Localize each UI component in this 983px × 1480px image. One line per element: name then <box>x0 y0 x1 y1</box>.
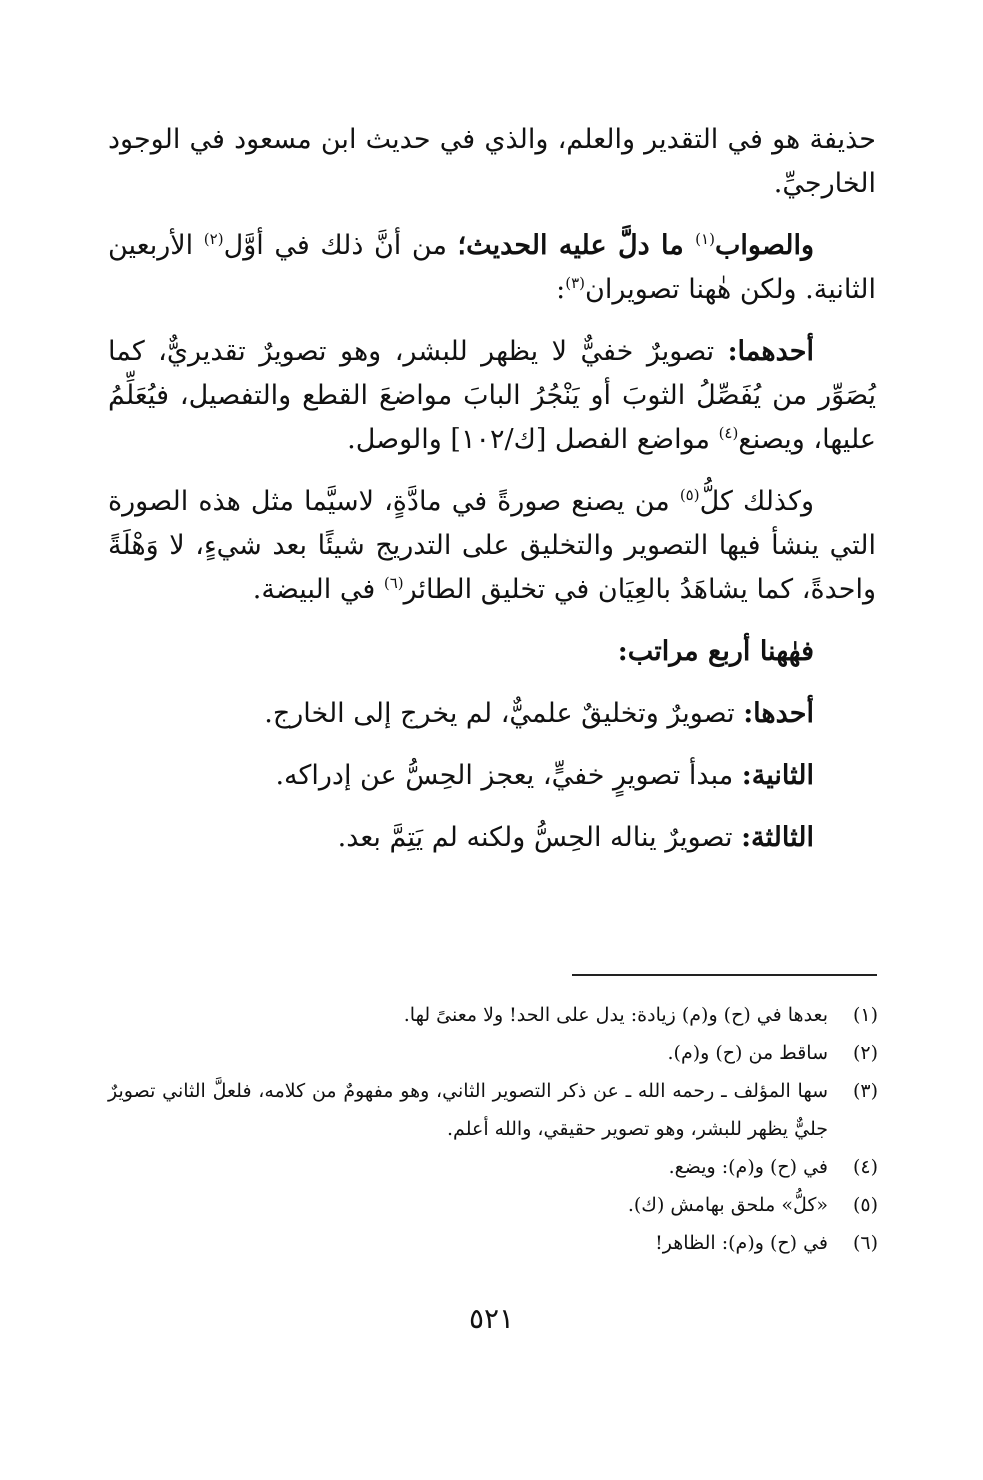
paragraph-3-text-b: من يصنع صورةً في مادَّةٍ، لاسيَّما مثل هذه الصورة التي ينشأ فيها التصوير والتخليق على التدريج شيئًا بعد شيءٍ، لا وَهْلَةً واحدةً، كما يشاهَدُ بالعِيَان في تخليق الطائر <box>108 486 876 605</box>
paragraph-2-text-a: تصويرٌ خفيٌّ لا يظهر للبشر، وهو تصويرٌ تقديريٌّ، كما يُصَوِّر من يُفَصِّلُ الثوبَ أو يَنْجُرُ البابَ مواضعَ القطع والتفصيل، فيُعَلِّمُ عليها، ويصنع <box>108 336 876 455</box>
paragraph-1-mid: من أنَّ ذلك في أوَّل <box>223 230 458 261</box>
footnote-text: في (ح) و(م): الظاهر! <box>655 1232 828 1254</box>
paragraph-1-lead: والصواب <box>714 230 815 261</box>
footnote-divider <box>572 974 877 976</box>
footnote <box>108 1186 878 1224</box>
paragraph-6-lead: الثانية: <box>741 760 814 791</box>
footnotes <box>108 996 878 1262</box>
footnote-number: (١) <box>852 1004 878 1026</box>
paragraph-3-text-a: وكذلك كلُّ <box>699 486 814 517</box>
footnote <box>108 1034 878 1072</box>
paragraph-1-tail: الأربعين الثانية. ولكن هٰهنا تصويران <box>108 230 876 305</box>
paragraph-5 <box>108 692 876 736</box>
paragraph-0 <box>108 118 876 206</box>
footnote <box>108 996 878 1034</box>
paragraph-6-text: مبدأ تصويرٍ خفيٍّ، يعجز الحِسُّ عن إدراكه. <box>275 760 742 791</box>
footnote-ref-1: (١) <box>695 230 715 248</box>
footnote-number: (٦) <box>852 1232 878 1254</box>
paragraph-2 <box>108 330 876 462</box>
footnote-text: ساقط من (ح) و(م). <box>667 1042 828 1064</box>
paragraph-5-text: تصويرٌ وتخليقٌ علميٌّ، لم يخرج إلى الخارج. <box>264 698 744 729</box>
main-text <box>108 118 876 878</box>
paragraph-3-text-c: في البيضة. <box>252 574 384 605</box>
page-number: ٥٢١ <box>468 1302 515 1335</box>
footnote-number: (٢) <box>852 1042 878 1064</box>
footnote-text: بعدها في (ح) و(م) زيادة: يدل على الحد! ولا معنىً لها. <box>403 1004 828 1026</box>
paragraph-1-end: : <box>556 274 566 305</box>
footnote-ref-5: (٥) <box>679 486 700 504</box>
paragraph-4 <box>108 630 876 674</box>
footnote-number: (٥) <box>852 1194 878 1216</box>
footnote <box>108 1072 878 1148</box>
footnote <box>108 1148 878 1186</box>
paragraph-4-lead: فهٰهنا أربع مراتب: <box>617 636 814 667</box>
paragraph-6 <box>108 754 876 798</box>
paragraph-3 <box>108 480 876 612</box>
footnote-ref-3: (٣) <box>565 274 586 292</box>
footnote-ref-4: (٤) <box>718 424 739 442</box>
footnote-number: (٣) <box>852 1080 878 1102</box>
footnote-text: «كلُّ» ملحق بهامش (ك). <box>627 1194 828 1216</box>
paragraph-7-lead: الثالثة: <box>741 822 814 853</box>
footnote-text: سها المؤلف ـ رحمه الله ـ عن ذكر التصوير الثاني، وهو مفهومٌ من كلامه، فلعلَّ الثاني تصويرٌ جليٌّ يظهر للبشر، وهو تصوير حقيقي، والله أعلم. <box>108 1080 828 1140</box>
footnote-text: في (ح) و(م): ويضع. <box>668 1156 828 1178</box>
footnote-ref-2: (٢) <box>203 230 224 248</box>
paragraph-7-text: تصويرٌ يناله الحِسُّ ولكنه لم يَتِمَّ بعد. <box>337 822 742 853</box>
paragraph-1-lead2: ما دلَّ عليه الحديث؛ <box>457 230 696 261</box>
footnote-number: (٤) <box>852 1156 878 1178</box>
footnote <box>108 1224 878 1262</box>
footnote-ref-6: (٦) <box>383 574 404 592</box>
paragraph-2-text-b: مواضع الفصل [ك/١٠٢] والوصل. <box>347 424 719 455</box>
paragraph-1 <box>108 224 876 312</box>
paragraph-2-lead: أحدهما: <box>727 336 814 367</box>
paragraph-0-text: حذيفة هو في التقدير والعلم، والذي في حديث ابن مسعود في الوجود الخارجيِّ. <box>108 124 876 199</box>
paragraph-5-lead: أحدها: <box>743 698 814 729</box>
paragraph-7 <box>108 816 876 860</box>
